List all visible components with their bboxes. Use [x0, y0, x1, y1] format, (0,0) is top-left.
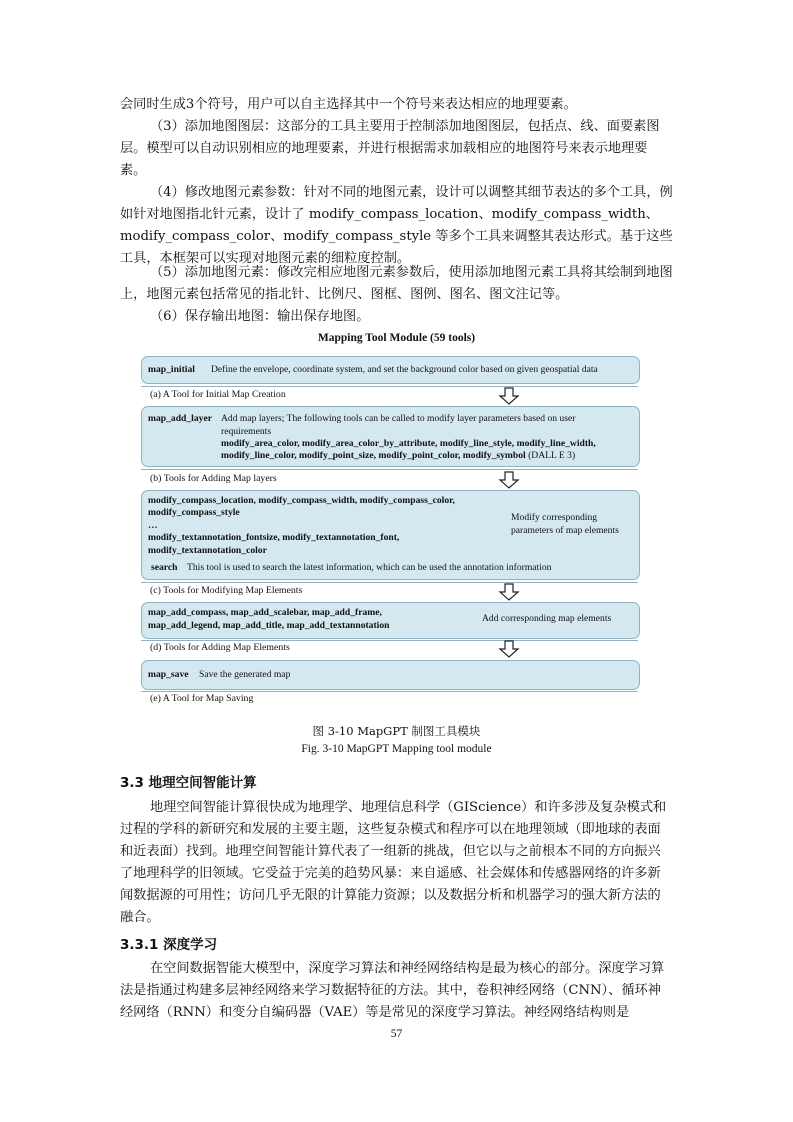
tool-name-map-add-layer: map_add_layer — [148, 413, 212, 424]
down-arrow-icon — [498, 640, 520, 658]
paragraph-save-map: （6）保存输出地图：输出保存地图。 — [150, 309, 370, 324]
box-map-save — [141, 660, 640, 690]
down-arrow-icon — [498, 583, 520, 601]
divider-b — [141, 469, 638, 470]
layer-tools-line2: modify_line_color, modify_point_size, modify_point_color, modify_symbol — [221, 450, 526, 461]
paragraph-add-layer: （3）添加地图图层：这部分的工具主要用于控制添加地图图层，包括点、线、面要素图层。模型可以自动识别相应的地理要素，并进行根据需求加载相应的地图符号来表示地理要素。 — [120, 119, 660, 178]
paragraph-geo-ai: 地理空间智能计算很快成为地理学、地理信息科学（GIScience）和许多涉及复杂模式和过程的学科的新研究和发展的主要主题，这些复杂模式和程序可以在地理领域（即地球的表面和近表面）找到。地理空间智能计算代表了一组新的挑战，但它以与之前根本不同的方向振兴了地理科学的旧领域。它受益于完美的趋势风暴：来自遥感、社会媒体和传感器网络的许多新闻数据源的可用性；访问几乎无限的计算能力资源；以及数据分析和机器学习的强大新方法的融合。 — [120, 800, 667, 925]
modify-tools-line2: modify_compass_style — [148, 507, 240, 518]
section-title: 深度学习 — [163, 937, 218, 953]
layer-tools-suffix: (DALL E 3) — [528, 450, 576, 461]
section-heading-3-3 — [120, 771, 257, 791]
figure-caption-cn: 图 3-10 MapGPT 制图工具模块 — [312, 724, 481, 738]
layer-tools-line1: modify_area_color, modify_area_color_by_attribute, modify_line_style, modify_line_width, — [221, 438, 596, 449]
box-map-initial — [141, 356, 640, 384]
caption-d: (d) Tools for Adding Map Elements — [150, 642, 290, 653]
down-arrow-icon — [498, 387, 520, 405]
modify-tools-line4: modify_textannotation_fontsize, modify_textannotation_font, — [148, 532, 400, 543]
paragraph-modify-elements: （4）修改地图元素参数：针对不同的地图元素，设计可以调整其细节表达的多个工具，例如针对地图指北针元素，设计了 modify_compass_location、modify_compass_width、modify_compass_color、modify_compass_style 等多个工具来调整其表达形式。基于这些工具，本框架可以实现对地图元素的细粒度控制。 — [120, 185, 673, 266]
tool-desc-map-save: Save the generated map — [199, 669, 291, 680]
tool-desc-search: This tool is used to search the latest information, which can be used the annotation information — [187, 562, 552, 573]
add-tools-note: Add corresponding map elements — [482, 613, 612, 624]
divider-a — [141, 386, 638, 387]
add-tools-line2: map_add_legend, map_add_title, map_add_textannotation — [148, 620, 390, 631]
tool-desc-map-initial: Define the envelope, coordinate system, and set the background color based on given geospatial data — [211, 364, 598, 375]
figure-caption-en: Fig. 3-10 MapGPT Mapping tool module — [301, 743, 492, 755]
box-modify-elements — [141, 490, 640, 580]
paragraph-continuation: 会同时生成3个符号，用户可以自主选择其中一个符号来表达相应的地理要素。 — [120, 97, 577, 112]
page-number: 57 — [390, 1028, 403, 1040]
caption-c: (c) Tools for Modifying Map Elements — [150, 585, 303, 596]
divider-d — [141, 640, 638, 641]
add-tools-line1: map_add_compass, map_add_scalebar, map_add_frame, — [148, 607, 382, 618]
tool-name-search: search — [151, 562, 178, 573]
section-title: 地理空间智能计算 — [148, 775, 257, 791]
section-number: 3.3.1 — [120, 937, 159, 953]
modify-tools-line1: modify_compass_location, modify_compass_width, modify_compass_color, — [148, 495, 455, 506]
paragraph-add-elements: （5）添加地图元素：修改完相应地图元素参数后，使用添加地图元素工具将其绘制到地图上，地图元素包括常见的指北针、比例尺、图框、图例、图名、图文注记等。 — [120, 265, 673, 302]
figure-title: Mapping Tool Module (59 tools) — [317, 332, 476, 344]
caption-b: (b) Tools for Adding Map layers — [150, 473, 277, 484]
paragraph-deep-learning: 在空间数据智能大模型中，深度学习算法和神经网络结构是最为核心的部分。深度学习算法是指通过构建多层神经网络来学习数据特征的方法。其中，卷积神经网络（CNN）、循环神经网络（RNN）和变分自编码器（VAE）等是常见的深度学习算法。神经网络结构则是 — [120, 961, 665, 1020]
caption-e: (e) A Tool for Map Saving — [150, 693, 254, 704]
divider-e — [141, 691, 638, 692]
tool-name-map-initial: map_initial — [148, 364, 195, 375]
caption-a: (a) A Tool for Initial Map Creation — [150, 389, 286, 400]
section-number: 3.3 — [120, 775, 144, 791]
down-arrow-icon — [498, 471, 520, 489]
modify-tools-note: Modify corresponding parameters of map elements — [511, 512, 619, 536]
modify-tools-line5: modify_textannotation_color — [148, 545, 267, 556]
box-map-add-layer — [141, 406, 640, 467]
box-add-elements — [141, 602, 640, 639]
modify-tools-ellipsis: … — [148, 520, 158, 531]
tool-name-map-save: map_save — [148, 669, 189, 680]
section-heading-3-3-1 — [120, 933, 217, 953]
tool-desc-map-add-layer: Add map layers; The following tools can be called to modify layer parameters based on user requirements — [221, 413, 576, 437]
divider-c — [141, 582, 638, 583]
layer-tools-line2-wrap — [221, 450, 575, 463]
